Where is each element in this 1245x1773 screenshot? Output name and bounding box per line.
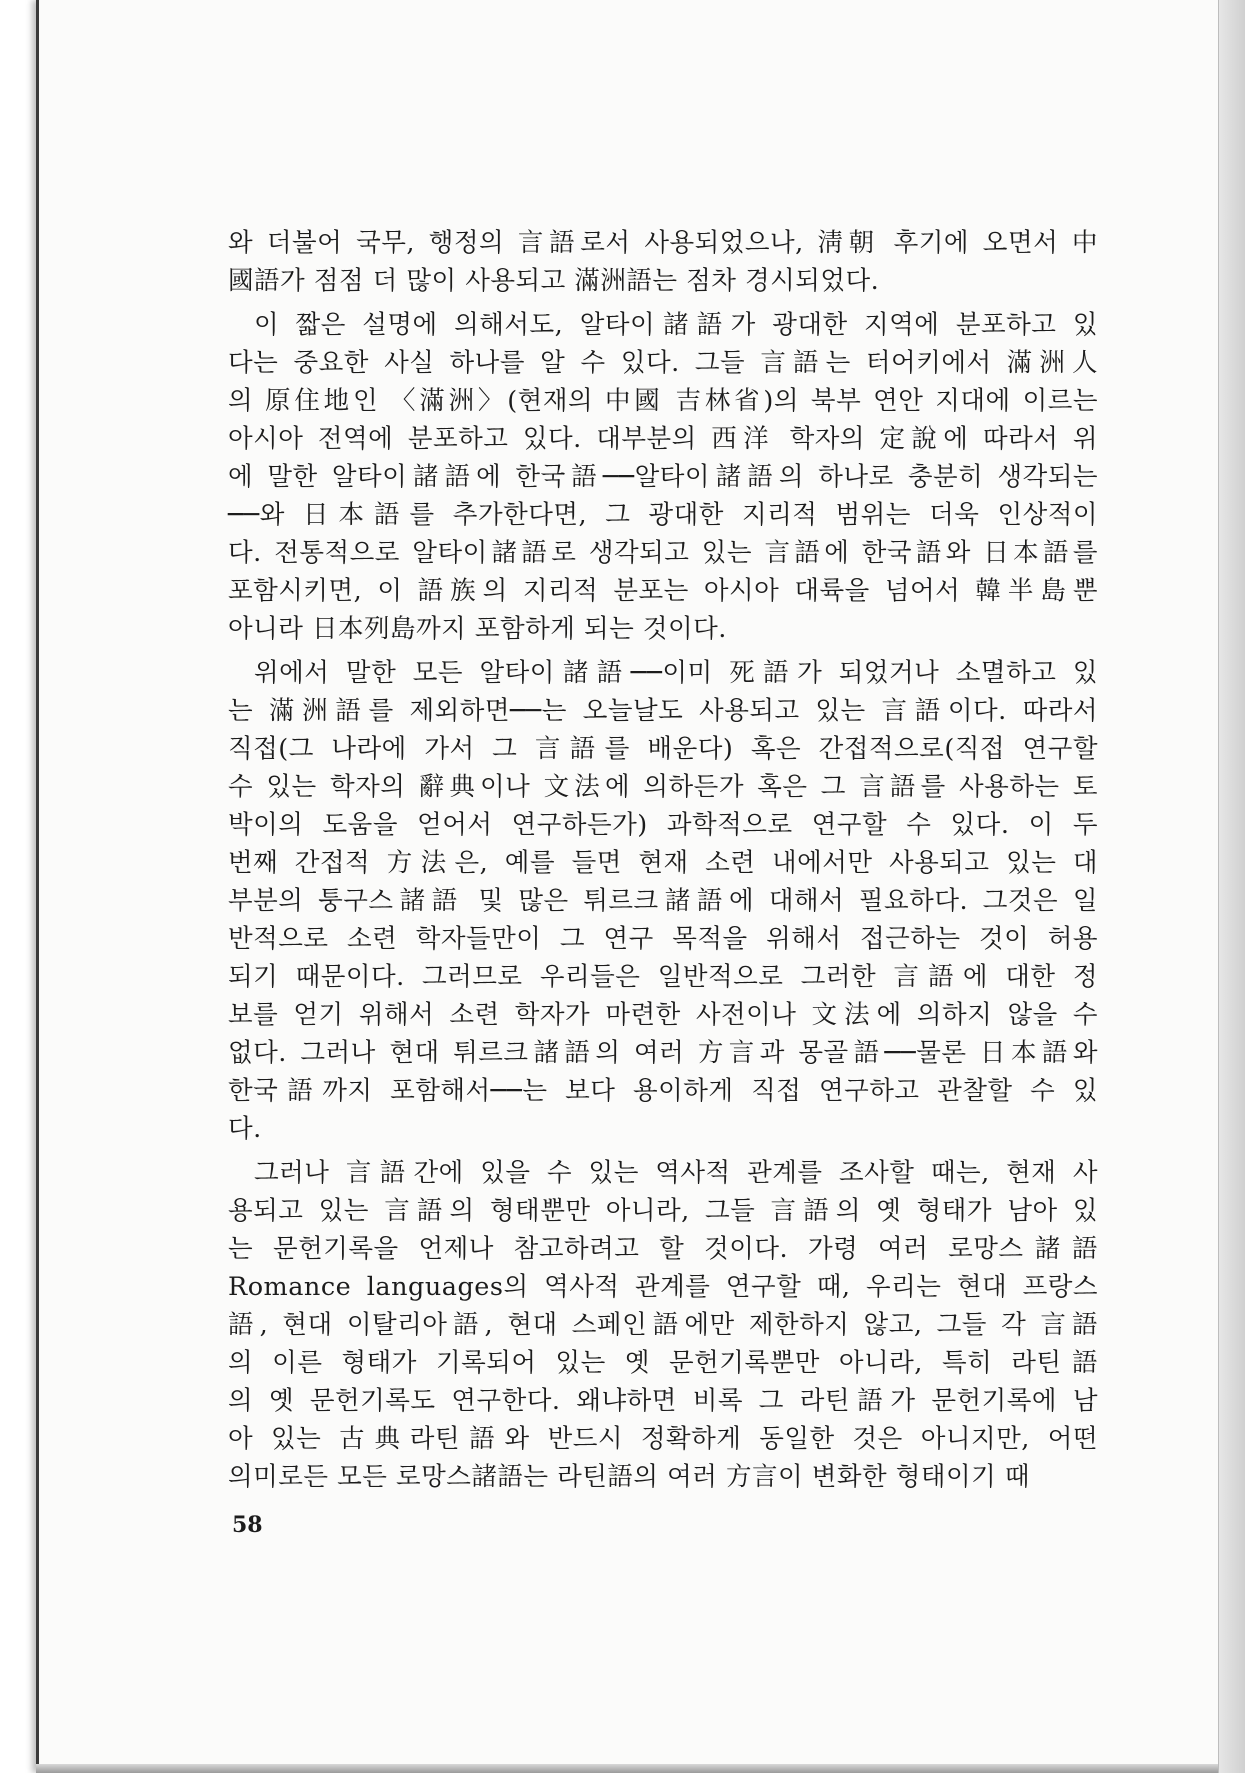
paragraph xyxy=(228,224,1098,300)
text-line: 보를 얻기 위해서 소련 학자가 마련한 사전이나 文法에 의하지 않을 수 xyxy=(228,1000,1098,1030)
text-line: 되기 때문이다. 그러므로 우리들은 일반적으로 그러한 言語에 대한 정 xyxy=(228,962,1098,992)
paragraph xyxy=(228,306,1098,648)
text-line: 는 滿洲語를 제외하면──는 오늘날도 사용되고 있는 言語이다. 따라서 xyxy=(228,696,1098,726)
text-line: 부분의 퉁구스諸語 및 많은 튀르크諸語에 대해서 필요하다. 그것은 일 xyxy=(228,886,1098,916)
text-line: 아시아 전역에 분포하고 있다. 대부분의 西洋 학자의 定說에 따라서 위 xyxy=(228,424,1098,454)
text-line: 이 짧은 설명에 의해서도, 알타이諸語가 광대한 지역에 분포하고 있 xyxy=(254,310,1098,340)
text-line: 수 있는 학자의 辭典이나 文法에 의하든가 혹은 그 言語를 사용하는 토 xyxy=(228,772,1098,802)
text-line: 포함시키면, 이 語族의 지리적 분포는 아시아 대륙을 넘어서 韓半島뿐 xyxy=(228,576,1098,606)
body-text xyxy=(228,224,1098,1496)
text-line: 그러나 言語간에 있을 수 있는 역사적 관계를 조사할 때는, 현재 사 xyxy=(254,1158,1098,1188)
text-line: Romance languages의 역사적 관계를 연구할 때, 우리는 현대 프랑스 xyxy=(228,1272,1098,1302)
text-line: 없다. 그러나 현대 튀르크諸語의 여러 方言과 몽골語──물론 日本語와 xyxy=(228,1038,1098,1068)
page-bottom-shadow xyxy=(36,1764,1218,1773)
paragraph xyxy=(228,654,1098,1148)
text-line: 의 原住地인 〈滿洲〉(현재의 中國 吉林省)의 북부 연안 지대에 이르는 xyxy=(228,386,1098,416)
page-number: 58 xyxy=(232,1512,263,1538)
text-line: 다는 중요한 사실 하나를 알 수 있다. 그들 言語는 터어키에서 滿洲人 xyxy=(228,348,1098,378)
text-line: 아니라 日本列島까지 포함하게 되는 것이다. xyxy=(228,614,727,644)
text-line: 위에서 말한 모든 알타이諸語──이미 死語가 되었거나 소멸하고 있 xyxy=(254,658,1098,688)
text-line: 國語가 점점 더 많이 사용되고 滿洲語는 점차 경시되었다. xyxy=(228,266,880,296)
text-line: 와 더불어 국무, 행정의 言語로서 사용되었으나, 淸朝 후기에 오면서 中 xyxy=(228,228,1098,258)
text-line: 한국語까지 포함해서──는 보다 용이하게 직접 연구하고 관찰할 수 있 xyxy=(228,1076,1098,1106)
text-line: 의 옛 문헌기록도 연구한다. 왜냐하면 비록 그 라틴語가 문헌기록에 남 xyxy=(228,1386,1098,1416)
text-line: 의 이른 형태가 기록되어 있는 옛 문헌기록뿐만 아니라, 특히 라틴語 xyxy=(228,1348,1098,1378)
text-line: 직접(그 나라에 가서 그 言語를 배운다) 혹은 간접적으로(직접 연구할 xyxy=(228,734,1098,764)
text-line: 의미로든 모든 로망스諸語는 라틴語의 여러 方言이 변화한 형태이기 때 xyxy=(228,1462,1031,1492)
text-line: 에 말한 알타이諸語에 한국語──알타이諸語의 하나로 충분히 생각되는 xyxy=(228,462,1098,492)
text-line: 박이의 도움을 얻어서 연구하든가) 과학적으로 연구할 수 있다. 이 두 xyxy=(228,810,1098,840)
page-edge-shadow xyxy=(1218,0,1245,1773)
text-line: ──와 日本語를 추가한다면, 그 광대한 지리적 범위는 더욱 인상적이 xyxy=(228,500,1098,530)
text-line: 다. 전통적으로 알타이諸語로 생각되고 있는 言語에 한국語와 日本語를 xyxy=(228,538,1098,568)
paragraph xyxy=(228,1154,1098,1496)
text-line: 번째 간접적 方法은, 예를 들면 현재 소련 내에서만 사용되고 있는 대 xyxy=(228,848,1098,878)
text-line: 語, 현대 이탈리아語, 현대 스페인語에만 제한하지 않고, 그들 각 言語 xyxy=(228,1310,1098,1340)
text-line: 는 문헌기록을 언제나 참고하려고 할 것이다. 가령 여러 로망스諸語 xyxy=(228,1234,1098,1264)
text-line: 반적으로 소련 학자들만이 그 연구 목적을 위해서 접근하는 것이 허용 xyxy=(228,924,1098,954)
text-line: 다. xyxy=(228,1114,262,1144)
text-line: 아 있는 古典라틴語와 반드시 정확하게 동일한 것은 아니지만, 어떤 xyxy=(228,1424,1098,1454)
text-line: 용되고 있는 言語의 형태뿐만 아니라, 그들 言語의 옛 형태가 남아 있 xyxy=(228,1196,1098,1226)
